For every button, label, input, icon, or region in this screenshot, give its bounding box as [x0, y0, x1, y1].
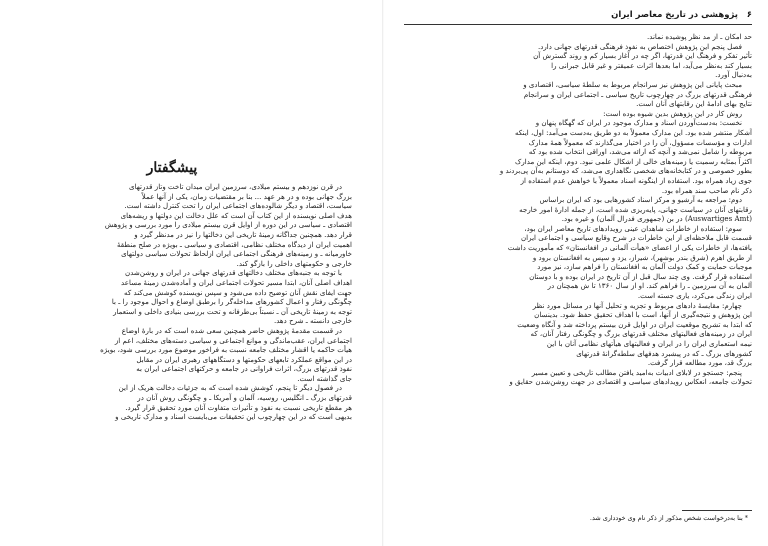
text-line: نتایج بهای ادامهٔ این رقابتهای آنان است.: [636, 99, 752, 109]
header-rule: [404, 24, 752, 25]
text-line: نفوذ قدرتهای بزرگ، اثرات فراوانی در جامعه و حرکتهای اجتماعی ایران به: [136, 364, 352, 374]
text-line: جهت ایفای نقش آنان توضیح داده می‌شود و سپس نویسنده کوشش می‌کند که: [124, 287, 352, 297]
text-line: مبحث پایانی این پژوهش نیز سرانجام مربوط به سلطهٔ سیاسی، اقتصادی و: [523, 79, 742, 89]
text-line: اجتماعی ایران، عقب‌ماندگی و موانع اجتماعی و سیاسی دسته‌های مختلف، اعم از: [114, 335, 352, 345]
text-line: روش کار در این پژوهش بدین شیوه بوده است:: [603, 108, 742, 118]
text-line: حد امکان ـ از مد نظر پوشیده نماند.: [646, 32, 752, 41]
text-line: تأثیر تفکر و فرهنگ این قدرتها، اگر چه در آغاز بسیار کم و روند گسترش آن: [533, 51, 752, 61]
page-title: پیشگفتار: [146, 160, 198, 176]
text-line: در این مواقع عملکرد تابعهای حکومتها و دستگاههای رهبری ایران در مقابل: [136, 354, 352, 364]
text-line: در قرن نوزدهم و بیستم میلادی، سرزمین ایران میدان تاخت وتاز قدرتهای: [129, 182, 342, 191]
text-line: در فصول دیگر تا پنجم، کوشش شده است که به جزئیات دخالت هریک از این: [118, 383, 342, 393]
text-line: مربوطه را شامل نمی‌شد و آنچه که ارائه می‌شد، اوراقی انتخاب شده بود که: [528, 147, 752, 157]
right-page: [384, 0, 768, 546]
text-line: قرار دهد. همچنین جداگانه زمینهٔ تاریخی این دخالتها را نیز در مدنظر گیرد و: [134, 229, 352, 239]
text-line: نیمه استعماری ایران را در ایران و فعالیتهای هیأتهای نظامی آنان با این: [546, 339, 752, 348]
text-line: جوی زیاد همراه بود. استفاده از اینگونه اسناد معمولاً با خواهش عدم استفاده از: [520, 175, 752, 185]
text-line: سوم: استفاده از خاطرات شاهدان عینی رویدادهای تاریخ معاصر ایران بود،: [524, 223, 742, 233]
text-line: سیاست، اقتصاد و دیگر شالوده‌های اجتماعی ایران را تحت کنترل داشته است.: [124, 201, 352, 211]
text-line: چهارم: مقایسهٔ دادهای مربوط و تجزیه و تحلیل آنها در مسائل مورد نظر: [532, 300, 742, 310]
text-line: بزرگ جهانی بوده و در هر عهد ... بنا بر مقتضیات زمان، یکی از آنها عملاً: [141, 191, 352, 201]
text-line: در قسمت مقدمهٔ پژوهش حاضر همچنین سعی شده است که در بارهٔ اوضاع: [121, 325, 342, 335]
text-line: که ابتدا به تشریح موقعیت ایران در اوایل قرن بیستم پرداخته شد و آنگاه وضعیت: [517, 319, 752, 329]
text-line: فرهنگی قدرتهای بزرگ در چهارچوب تاریخ سیاسی ـ اجتماعی ایران و سرانجام: [523, 89, 752, 99]
text-line: نخست: به‌دست‌آوردن اسناد و مدارک موجود در ایران که گهگاه پنهان و: [535, 118, 742, 128]
text-line: موجبات حمایت و کمک دولت آلمان به افغانستان را فراهم سازد، نیز مورد: [537, 262, 752, 272]
text-line: با توجه به جنبه‌های مختلف دخالتهای قدرتهای جهانی در ایران و روشن‌شدن: [125, 268, 342, 278]
text-line: این پژوهش و نتیجه‌گیری از آنها، است با اهداف تحقیق حفظ شود. بدینسان: [534, 310, 752, 320]
text-line: بسیار کند به‌نظر می‌آید، اما بعدها اثرات عمیقتر و غیر قابل جبرانی را: [551, 60, 752, 70]
text-line: اکثراً بمثابه رسمیت یا زمینه‌های خالی از اشکال علمی نبود. دوم، اینکه این مدارک: [515, 156, 752, 166]
text-line: ادارات و مؤسسات مسؤول، آن را در اختیار می‌گذارند که معمولاً همهٔ مدارک: [528, 137, 752, 147]
left-page-body: [36, 182, 352, 422]
text-line: هر مقطع تاریخی نسبت به نفوذ و تأثیرات متفاوت آنان مورد تحقیق قرار گیرد.: [125, 402, 352, 412]
text-line: ایران زندگی می‌کرد، یاری جسته است.: [637, 291, 752, 301]
text-line: قدرتهای بزرگ ـ انگلیس، روسیه، آلمان و آمریکا ـ و چگونگی روش آنان در: [137, 393, 352, 403]
text-line: آشکار منتشر شده بود. این مدارک معمولاً به دو طریق به‌دست می‌آمد: اول، اینکه: [514, 127, 752, 137]
text-line: ایران در زمینه‌های فعالیتهای مختلف قدرتهای بزرگ و چگونگی رفتار آنان، که: [530, 329, 752, 339]
text-line: دوم: مراجعه به آرشیو و مرکز اسناد کشورهایی بود که ایران براساس: [539, 195, 742, 205]
text-line: کشورهای بزرگ ـ که در پیشبرد هدفهای سلطه‌گرانهٔ قدرتهای: [576, 348, 752, 358]
text-line: اقتصادی ـ سیاسی در این دوره از اوایل قرن بیستم میلادی را مورد بررسی و پژوهش: [104, 220, 352, 230]
text-line: خارجی و حکومتهای داخلی را بازگو کند.: [236, 258, 352, 268]
text-line: خاورمیانه ـ و زمینه‌های فرهنگی اجتماعی ایران ازلحاظ تحولات سیاسی دولتهای: [121, 249, 352, 259]
text-line: رقابتهای آنان در سیاست جهانی، پایه‌ریزی شده است، از جمله ادارهٔ امور خارجه: [519, 204, 752, 214]
text-line: از طریق اهرم (شرق بندر بوشهر)، شیراز، یزد و سپس به افغانستان برود و: [532, 252, 752, 262]
text-line: توجه به زمینهٔ تاریخی آن ـ نسبتاً بی‌طرفانه و تحت بررسی بنیادی داخلی و استعمار: [113, 306, 352, 316]
text-line: هدف اصلی نویسنده از این کتاب آن است که علل دخالت این دولتها و ریشه‌های: [120, 210, 352, 220]
text-line: استفاده قرار گرفت. وی چند سال قبل از آن تاریخ در ایران بوده و با دوستان: [529, 271, 752, 281]
text-line: تحولات جامعه، انعکاس رویدادهای سیاسی و اقتصادی در جهت روشن‌شدن حقایق و: [509, 377, 752, 387]
footnote-rule: [682, 510, 752, 511]
text-line: فصل پنجم این پژوهش اختصاص به نفوذ فرهنگی قدرتهای جهانی دارد.: [537, 41, 742, 51]
text-line: پنجم: جستجو در لابلای ادبیات به‌امید یافتن مطالب تاریخی و تعیین مسیر: [531, 367, 742, 377]
text-line: بدیهی است که در این چهارچوب این تحقیقات می‌بایست اسناد و مدارک تاریخی و: [115, 412, 352, 422]
running-header: [404, 8, 752, 22]
text-line: ذکر نام صاحب سند همراه بود.: [661, 185, 752, 195]
text-line: یافته‌ها، از خاطرات یکی از اعضای «هیأت آلمانی در افغانستان» که مأموریت داشت: [507, 243, 752, 253]
running-title: پژوهشی در تاریخ معاصر ایران: [611, 10, 738, 20]
text-line: بطور خصوصی و در کتابخانه‌های شخصی نگاهداری می‌شد، که دوستانم به‌آن پی‌بردند و: [499, 166, 752, 176]
text-line: چگونگی رفتار و اعمال کشورهای مداخله‌گر را برطبق اوضاع و احوال موجود را ـ با: [111, 297, 352, 307]
text-line: به‌دنبال آورد.: [715, 70, 752, 80]
text-line: (Auswartiges Amt) در بن (جمهوری فدرال آلمان) و غیره بود.: [561, 214, 752, 224]
text-line: هیأت حاکمه یا اقشار مختلف جامعه نسبت به فراخور موضوع مورد بررسی شود، بویژه: [100, 345, 352, 355]
text-line: جای گذاشته است.: [297, 373, 352, 383]
text-line: آلمان به آن سرزمین ـ را فراهم کند. او از سال ۱۳۶۰ تا ش همچنان در: [547, 281, 752, 291]
text-line: اهمیت ایران از دیدگاه مختلف نظامی، اقتصادی و سیاسی ـ بویژه در صلح منطقهٔ: [116, 239, 352, 249]
text-line: بزرگ قد، مورد مطالعه قرار گرفت.: [647, 358, 752, 368]
footnote: * بنا به‌درخواست شخص مذکور از ذکر نام وی خودداری شد.: [589, 514, 748, 522]
right-page-body: [404, 32, 752, 387]
text-line: قسمت قابل ملاحظه‌ای از این خاطرات در شرح وقایع سیاسی و اجتماعی ایران: [520, 233, 752, 243]
page-number: ۶: [746, 10, 752, 20]
text-line: خارجی دانسته ـ شرح دهد.: [273, 316, 352, 326]
text-line: اهداف اصلی آنان، ابتدا مسیر تحولات اجتماعی ایران و آماده‌شدن زمینهٔ مساعد: [121, 277, 352, 287]
